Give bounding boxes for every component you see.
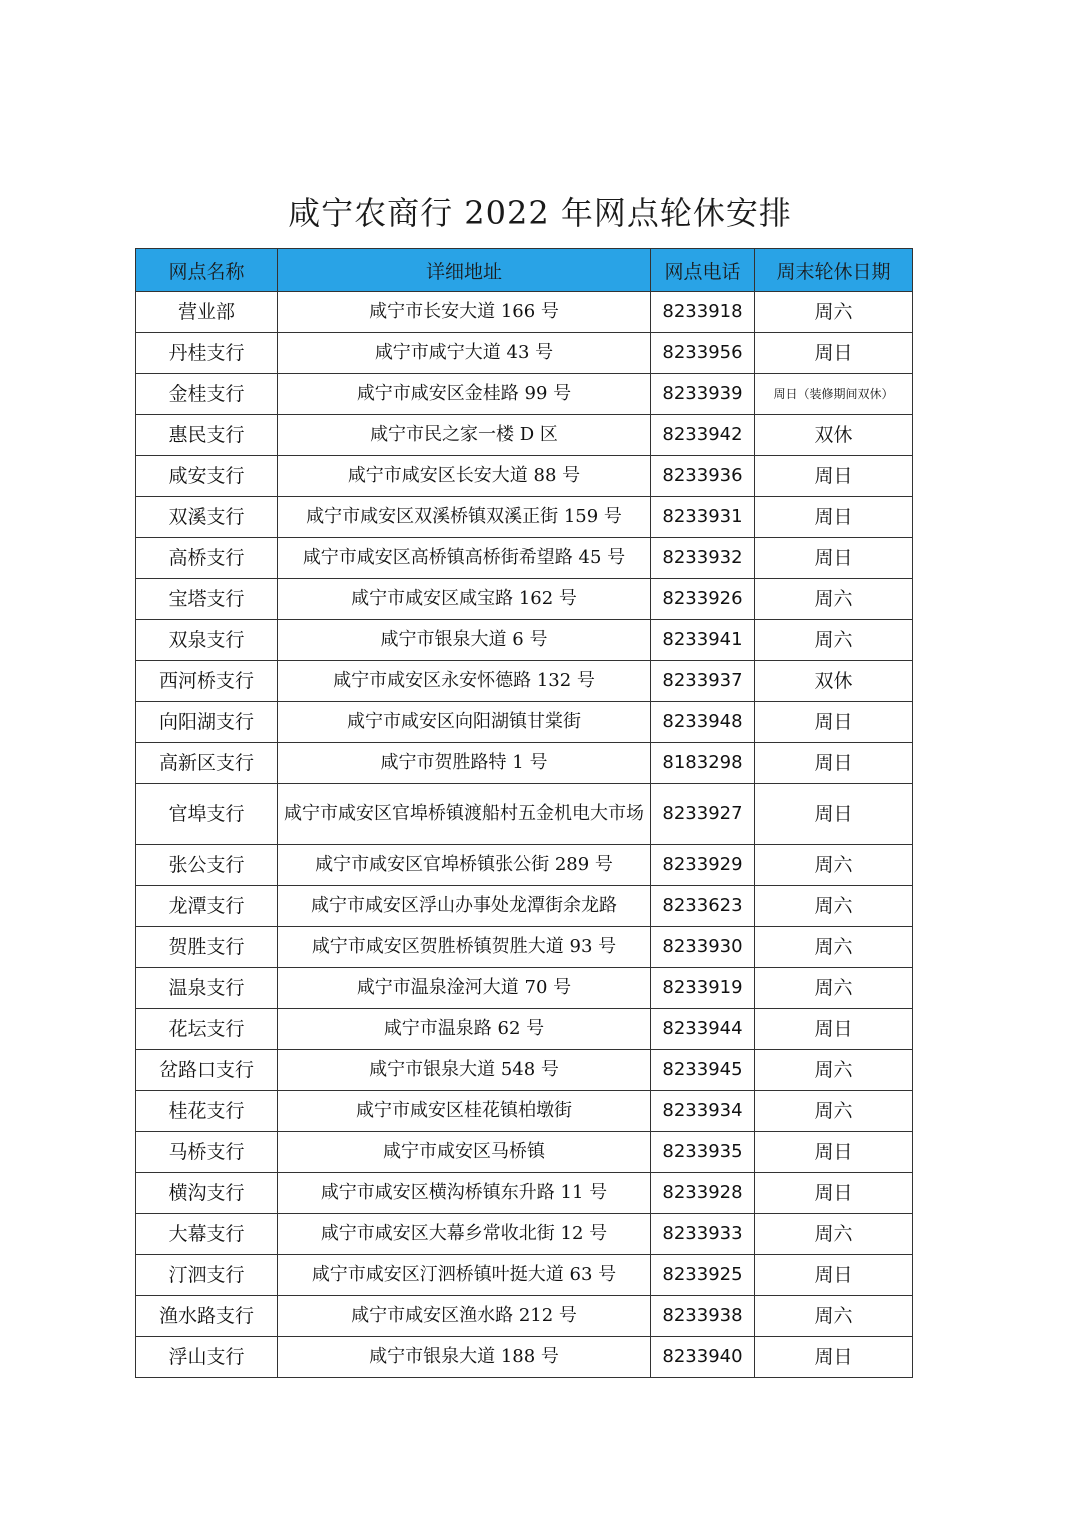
address-cell: 咸宁市咸安区永安怀德路 132 号 (278, 661, 651, 702)
address-cell: 咸宁市银泉大道 548 号 (278, 1050, 651, 1091)
table-row (136, 1296, 913, 1337)
rest-day-cell: 周日 (755, 1009, 913, 1050)
rest-day-cell: 周日 (755, 784, 913, 845)
branch-name-cell: 向阳湖支行 (136, 702, 278, 743)
rest-day-cell: 周日（装修期间双休） (755, 374, 913, 415)
rest-day-cell: 周日 (755, 538, 913, 579)
rest-day-cell: 周六 (755, 1296, 913, 1337)
rest-day-cell: 周日 (755, 333, 913, 374)
address-cell: 咸宁市民之家一楼 D 区 (278, 415, 651, 456)
phone-cell: 8233919 (651, 968, 755, 1009)
address-cell: 咸宁市银泉大道 6 号 (278, 620, 651, 661)
rest-day-cell: 周六 (755, 1091, 913, 1132)
table-row (136, 1132, 913, 1173)
table-row (136, 579, 913, 620)
rest-day-cell: 周六 (755, 968, 913, 1009)
phone-cell: 8233926 (651, 579, 755, 620)
table-row (136, 927, 913, 968)
table-row (136, 1173, 913, 1214)
table-body (136, 292, 913, 1378)
phone-cell: 8233933 (651, 1214, 755, 1255)
table-row (136, 1009, 913, 1050)
branch-name-cell: 张公支行 (136, 845, 278, 886)
table-row (136, 1091, 913, 1132)
rest-day-cell: 周六 (755, 292, 913, 333)
rest-day-cell: 周六 (755, 1214, 913, 1255)
table-row (136, 845, 913, 886)
phone-cell: 8233930 (651, 927, 755, 968)
branch-name-cell: 金桂支行 (136, 374, 278, 415)
rest-day-cell: 周日 (755, 1337, 913, 1378)
address-cell: 咸宁市咸安区官埠桥镇渡船村五金机电大市场 (278, 784, 651, 845)
rest-day-cell: 周日 (755, 497, 913, 538)
document-title: 咸宁农商行 2022 年网点轮休安排 (288, 194, 792, 232)
address-cell: 咸宁市咸安区长安大道 88 号 (278, 456, 651, 497)
branch-name-cell: 高桥支行 (136, 538, 278, 579)
address-cell: 咸宁市温泉路 62 号 (278, 1009, 651, 1050)
phone-cell: 8233931 (651, 497, 755, 538)
address-cell: 咸宁市咸安区大幕乡常收北街 12 号 (278, 1214, 651, 1255)
branch-name-cell: 惠民支行 (136, 415, 278, 456)
rest-day-cell: 双休 (755, 661, 913, 702)
rest-day-cell: 周六 (755, 927, 913, 968)
table-row (136, 292, 913, 333)
table-header-row (136, 249, 913, 292)
rest-day-cell: 周日 (755, 456, 913, 497)
phone-cell: 8233927 (651, 784, 755, 845)
table-row (136, 702, 913, 743)
branch-name-cell: 双溪支行 (136, 497, 278, 538)
table-row (136, 456, 913, 497)
table-row (136, 886, 913, 927)
phone-cell: 8233938 (651, 1296, 755, 1337)
table-row (136, 538, 913, 579)
branch-name-cell: 浮山支行 (136, 1337, 278, 1378)
phone-cell: 8233941 (651, 620, 755, 661)
header-branch-name: 网点名称 (136, 249, 278, 292)
branch-name-cell: 龙潭支行 (136, 886, 278, 927)
phone-cell: 8233936 (651, 456, 755, 497)
phone-cell: 8233623 (651, 886, 755, 927)
phone-cell: 8233942 (651, 415, 755, 456)
rest-day-cell: 周六 (755, 845, 913, 886)
address-cell: 咸宁市咸安区向阳湖镇甘棠街 (278, 702, 651, 743)
branch-name-cell: 花坛支行 (136, 1009, 278, 1050)
branch-name-cell: 西河桥支行 (136, 661, 278, 702)
phone-cell: 8233940 (651, 1337, 755, 1378)
phone-cell: 8233945 (651, 1050, 755, 1091)
address-cell: 咸宁市咸安区咸宝路 162 号 (278, 579, 651, 620)
table-row (136, 415, 913, 456)
phone-cell: 8233948 (651, 702, 755, 743)
branch-name-cell: 汀泗支行 (136, 1255, 278, 1296)
address-cell: 咸宁市咸安区浮山办事处龙潭街余龙路 (278, 886, 651, 927)
table-row (136, 661, 913, 702)
rest-day-cell: 周日 (755, 743, 913, 784)
rest-day-cell: 周日 (755, 1255, 913, 1296)
phone-cell: 8233934 (651, 1091, 755, 1132)
branch-name-cell: 岔路口支行 (136, 1050, 278, 1091)
address-cell: 咸宁市咸安区贺胜桥镇贺胜大道 93 号 (278, 927, 651, 968)
address-cell: 咸宁市温泉淦河大道 70 号 (278, 968, 651, 1009)
phone-cell: 8233935 (651, 1132, 755, 1173)
phone-cell: 8233918 (651, 292, 755, 333)
phone-cell: 8183298 (651, 743, 755, 784)
branch-name-cell: 马桥支行 (136, 1132, 278, 1173)
table-row (136, 1255, 913, 1296)
address-cell: 咸宁市长安大道 166 号 (278, 292, 651, 333)
branch-name-cell: 丹桂支行 (136, 333, 278, 374)
branch-name-cell: 高新区支行 (136, 743, 278, 784)
phone-cell: 8233925 (651, 1255, 755, 1296)
phone-cell: 8233944 (651, 1009, 755, 1050)
phone-cell: 8233956 (651, 333, 755, 374)
branch-name-cell: 温泉支行 (136, 968, 278, 1009)
table-row (136, 1214, 913, 1255)
table-row (136, 333, 913, 374)
branch-name-cell: 横沟支行 (136, 1173, 278, 1214)
phone-cell: 8233937 (651, 661, 755, 702)
address-cell: 咸宁市咸安区官埠桥镇张公街 289 号 (278, 845, 651, 886)
address-cell: 咸宁市咸安区横沟桥镇东升路 11 号 (278, 1173, 651, 1214)
rest-day-cell: 周日 (755, 702, 913, 743)
address-cell: 咸宁市咸安区汀泗桥镇叶挺大道 63 号 (278, 1255, 651, 1296)
table-row (136, 784, 913, 845)
phone-cell: 8233932 (651, 538, 755, 579)
branch-name-cell: 咸安支行 (136, 456, 278, 497)
table-row (136, 968, 913, 1009)
header-phone: 网点电话 (651, 249, 755, 292)
address-cell: 咸宁市咸安区高桥镇高桥街希望路 45 号 (278, 538, 651, 579)
table-row (136, 497, 913, 538)
address-cell: 咸宁市咸宁大道 43 号 (278, 333, 651, 374)
rest-day-cell: 周六 (755, 620, 913, 661)
rest-day-cell: 周日 (755, 1173, 913, 1214)
table-row (136, 1050, 913, 1091)
address-cell: 咸宁市银泉大道 188 号 (278, 1337, 651, 1378)
rest-day-cell: 双休 (755, 415, 913, 456)
table-row (136, 743, 913, 784)
phone-cell: 8233928 (651, 1173, 755, 1214)
header-weekend-rest: 周末轮休日期 (755, 249, 913, 292)
branch-schedule-table (135, 248, 913, 1378)
table-row (136, 620, 913, 661)
header-address: 详细地址 (278, 249, 651, 292)
phone-cell: 8233939 (651, 374, 755, 415)
branch-name-cell: 大幕支行 (136, 1214, 278, 1255)
address-cell: 咸宁市咸安区双溪桥镇双溪正街 159 号 (278, 497, 651, 538)
table-row (136, 374, 913, 415)
rest-day-cell: 周日 (755, 1132, 913, 1173)
branch-name-cell: 桂花支行 (136, 1091, 278, 1132)
branch-name-cell: 贺胜支行 (136, 927, 278, 968)
branch-name-cell: 营业部 (136, 292, 278, 333)
branch-name-cell: 渔水路支行 (136, 1296, 278, 1337)
branch-name-cell: 双泉支行 (136, 620, 278, 661)
branch-name-cell: 官埠支行 (136, 784, 278, 845)
address-cell: 咸宁市咸安区马桥镇 (278, 1132, 651, 1173)
table-row (136, 1337, 913, 1378)
rest-day-cell: 周六 (755, 1050, 913, 1091)
phone-cell: 8233929 (651, 845, 755, 886)
rest-day-cell: 周六 (755, 886, 913, 927)
address-cell: 咸宁市咸安区渔水路 212 号 (278, 1296, 651, 1337)
address-cell: 咸宁市咸安区金桂路 99 号 (278, 374, 651, 415)
branch-name-cell: 宝塔支行 (136, 579, 278, 620)
rest-day-cell: 周六 (755, 579, 913, 620)
address-cell: 咸宁市咸安区桂花镇柏墩街 (278, 1091, 651, 1132)
address-cell: 咸宁市贺胜路特 1 号 (278, 743, 651, 784)
